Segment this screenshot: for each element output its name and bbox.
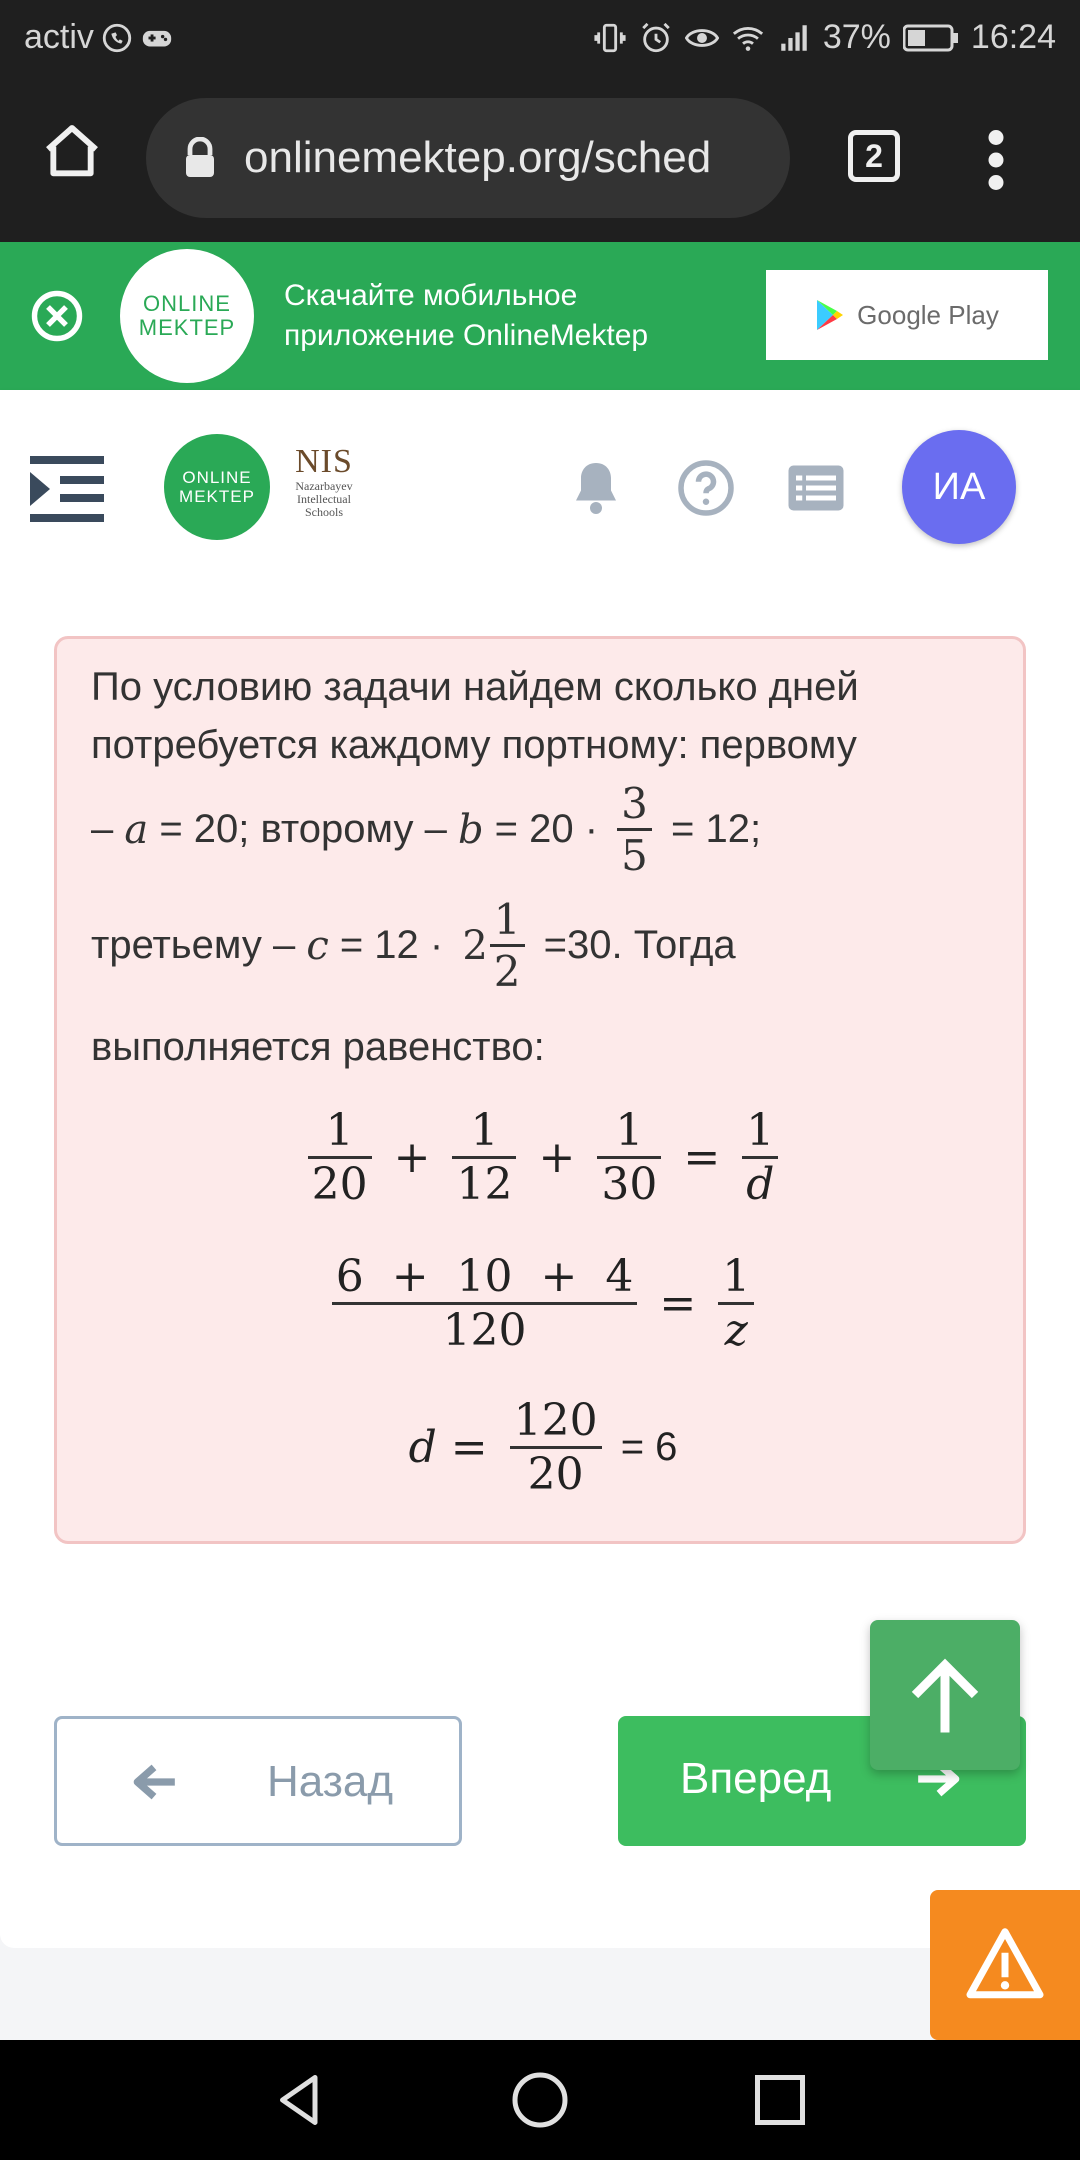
home-icon[interactable]	[40, 120, 104, 184]
variable-c: c	[306, 922, 329, 969]
fraction-denominator: 5	[621, 831, 648, 880]
google-play-label: Google Play	[857, 299, 999, 330]
alarm-icon	[639, 21, 673, 55]
browser-toolbar	[0, 74, 1080, 242]
fraction-denominator: z	[724, 1305, 748, 1356]
bell-icon[interactable]	[566, 458, 626, 518]
clock: 16:24	[970, 18, 1056, 56]
overflow-menu-icon[interactable]	[984, 130, 1008, 190]
onlinemektep-logo	[120, 249, 254, 383]
google-play-button[interactable]	[766, 270, 1048, 360]
status-app-text: activ	[24, 18, 94, 56]
solution-line: выполняется равенство:	[91, 1025, 545, 1069]
equation-row	[57, 1105, 1029, 1210]
fraction-numerator: 1	[746, 1105, 775, 1156]
nis-logo-title: NIS	[295, 443, 353, 480]
fraction-numerator: 1	[615, 1105, 644, 1156]
status-bar-left	[24, 18, 174, 57]
fraction-denominator: d	[746, 1159, 775, 1210]
whatsapp-icon	[100, 21, 134, 55]
fraction	[597, 1105, 661, 1210]
text-fragment: = 20 ·	[483, 807, 610, 851]
operator: =	[450, 1422, 488, 1473]
fraction	[308, 1105, 372, 1210]
status-bar	[0, 0, 1080, 74]
nis-logo-line: Intellectual	[297, 492, 351, 506]
fraction-denominator: 120	[442, 1305, 527, 1356]
equation-result: = 6	[609, 1425, 678, 1469]
solution-panel	[54, 636, 1026, 1544]
text-fragment: = 12;	[659, 807, 762, 851]
operator: +	[393, 1132, 431, 1183]
fraction	[617, 779, 652, 880]
logo-text-bottom: MEKTEP	[138, 315, 236, 340]
fraction-denominator: 2	[493, 947, 521, 996]
system-navigation-bar	[0, 2040, 1080, 2160]
fraction	[510, 1395, 602, 1500]
operator: =	[683, 1132, 721, 1183]
nav-recents-icon[interactable]	[750, 2070, 810, 2130]
fraction-numerator: 6 + 10 + 4	[335, 1251, 634, 1302]
eye-icon	[685, 21, 719, 55]
variable-a: a	[124, 806, 149, 853]
fraction-numerator: 1	[470, 1105, 499, 1156]
lock-icon	[184, 137, 216, 179]
fraction	[490, 895, 525, 996]
logo-text-bottom: MEKTEP	[179, 487, 255, 506]
solution-line	[91, 779, 761, 880]
text-fragment: третьему –	[91, 923, 307, 967]
vibrate-icon	[593, 21, 627, 55]
banner-text-line: приложение OnlineMektep	[284, 319, 649, 352]
fraction-denominator: 12	[456, 1159, 513, 1210]
solution-line: потребуется каждому портному: первому	[91, 723, 857, 767]
tab-switcher-button[interactable]: 2	[848, 130, 900, 182]
status-bar-right	[593, 18, 1056, 57]
fraction-numerator: 1	[722, 1251, 751, 1302]
report-issue-button[interactable]	[930, 1890, 1080, 2040]
hamburger-menu-icon[interactable]	[30, 454, 104, 524]
url-bar[interactable]	[146, 98, 790, 218]
solution-line	[91, 895, 736, 996]
nav-home-icon[interactable]	[510, 2070, 570, 2130]
fraction	[742, 1105, 778, 1210]
text-fragment: =30. Тогда	[532, 923, 736, 967]
list-icon[interactable]	[786, 458, 846, 518]
wifi-icon	[731, 21, 765, 55]
fraction-denominator: 20	[527, 1449, 584, 1500]
google-play-icon	[815, 298, 845, 332]
banner-message	[284, 276, 744, 356]
text-fragment: –	[91, 807, 125, 851]
text-fragment: = 20; второму –	[148, 807, 458, 851]
arrow-left-icon	[129, 1757, 179, 1807]
variable-b: b	[457, 806, 484, 853]
back-button-label: Назад	[267, 1757, 394, 1806]
solution-line: По условию задачи найдем сколько дней	[91, 665, 859, 709]
avatar[interactable]: ИА	[902, 430, 1016, 544]
battery-icon	[903, 23, 959, 53]
equation-row	[57, 1251, 1029, 1356]
fraction-numerator: 1	[325, 1105, 354, 1156]
nis-logo-line: Schools	[304, 505, 343, 519]
nis-logo-line: Nazarbayev	[295, 479, 353, 493]
back-button[interactable]	[54, 1716, 462, 1846]
scroll-to-top-button[interactable]	[870, 1620, 1020, 1770]
operator: +	[538, 1132, 576, 1183]
banner-text-line: Скачайте мобильное	[284, 279, 578, 312]
signal-icon	[777, 21, 811, 55]
url-text: onlinemektep.org/sched	[244, 133, 712, 182]
fraction-numerator: 1	[493, 895, 521, 944]
gamepad-icon	[140, 21, 174, 55]
fraction	[718, 1251, 754, 1356]
arrow-up-icon	[900, 1650, 990, 1740]
logo-text-top: ONLINE	[182, 468, 252, 487]
logo-text-top: ONLINE	[143, 291, 231, 316]
app-header	[0, 390, 1080, 584]
nis-logo	[276, 438, 372, 538]
battery-percent: 37%	[822, 18, 891, 56]
fraction	[332, 1251, 638, 1356]
mixed-number-whole: 2	[462, 922, 488, 969]
help-icon[interactable]	[676, 458, 736, 518]
app-download-banner	[0, 242, 1080, 390]
fraction-numerator: 120	[513, 1395, 598, 1446]
onlinemektep-logo[interactable]	[164, 434, 270, 540]
fraction	[452, 1105, 516, 1210]
fraction-numerator: 3	[621, 779, 648, 828]
fraction-denominator: 20	[311, 1159, 368, 1210]
operator: =	[659, 1278, 697, 1329]
nav-back-icon[interactable]	[270, 2070, 330, 2130]
text-fragment: = 12 ·	[328, 923, 455, 967]
variable-d: d	[408, 1422, 437, 1473]
close-circle-icon[interactable]	[30, 289, 84, 343]
equation-row	[57, 1395, 1029, 1500]
warning-icon	[963, 1923, 1047, 2007]
next-button-label: Вперед	[680, 1754, 832, 1803]
fraction-denominator: 30	[601, 1159, 658, 1210]
